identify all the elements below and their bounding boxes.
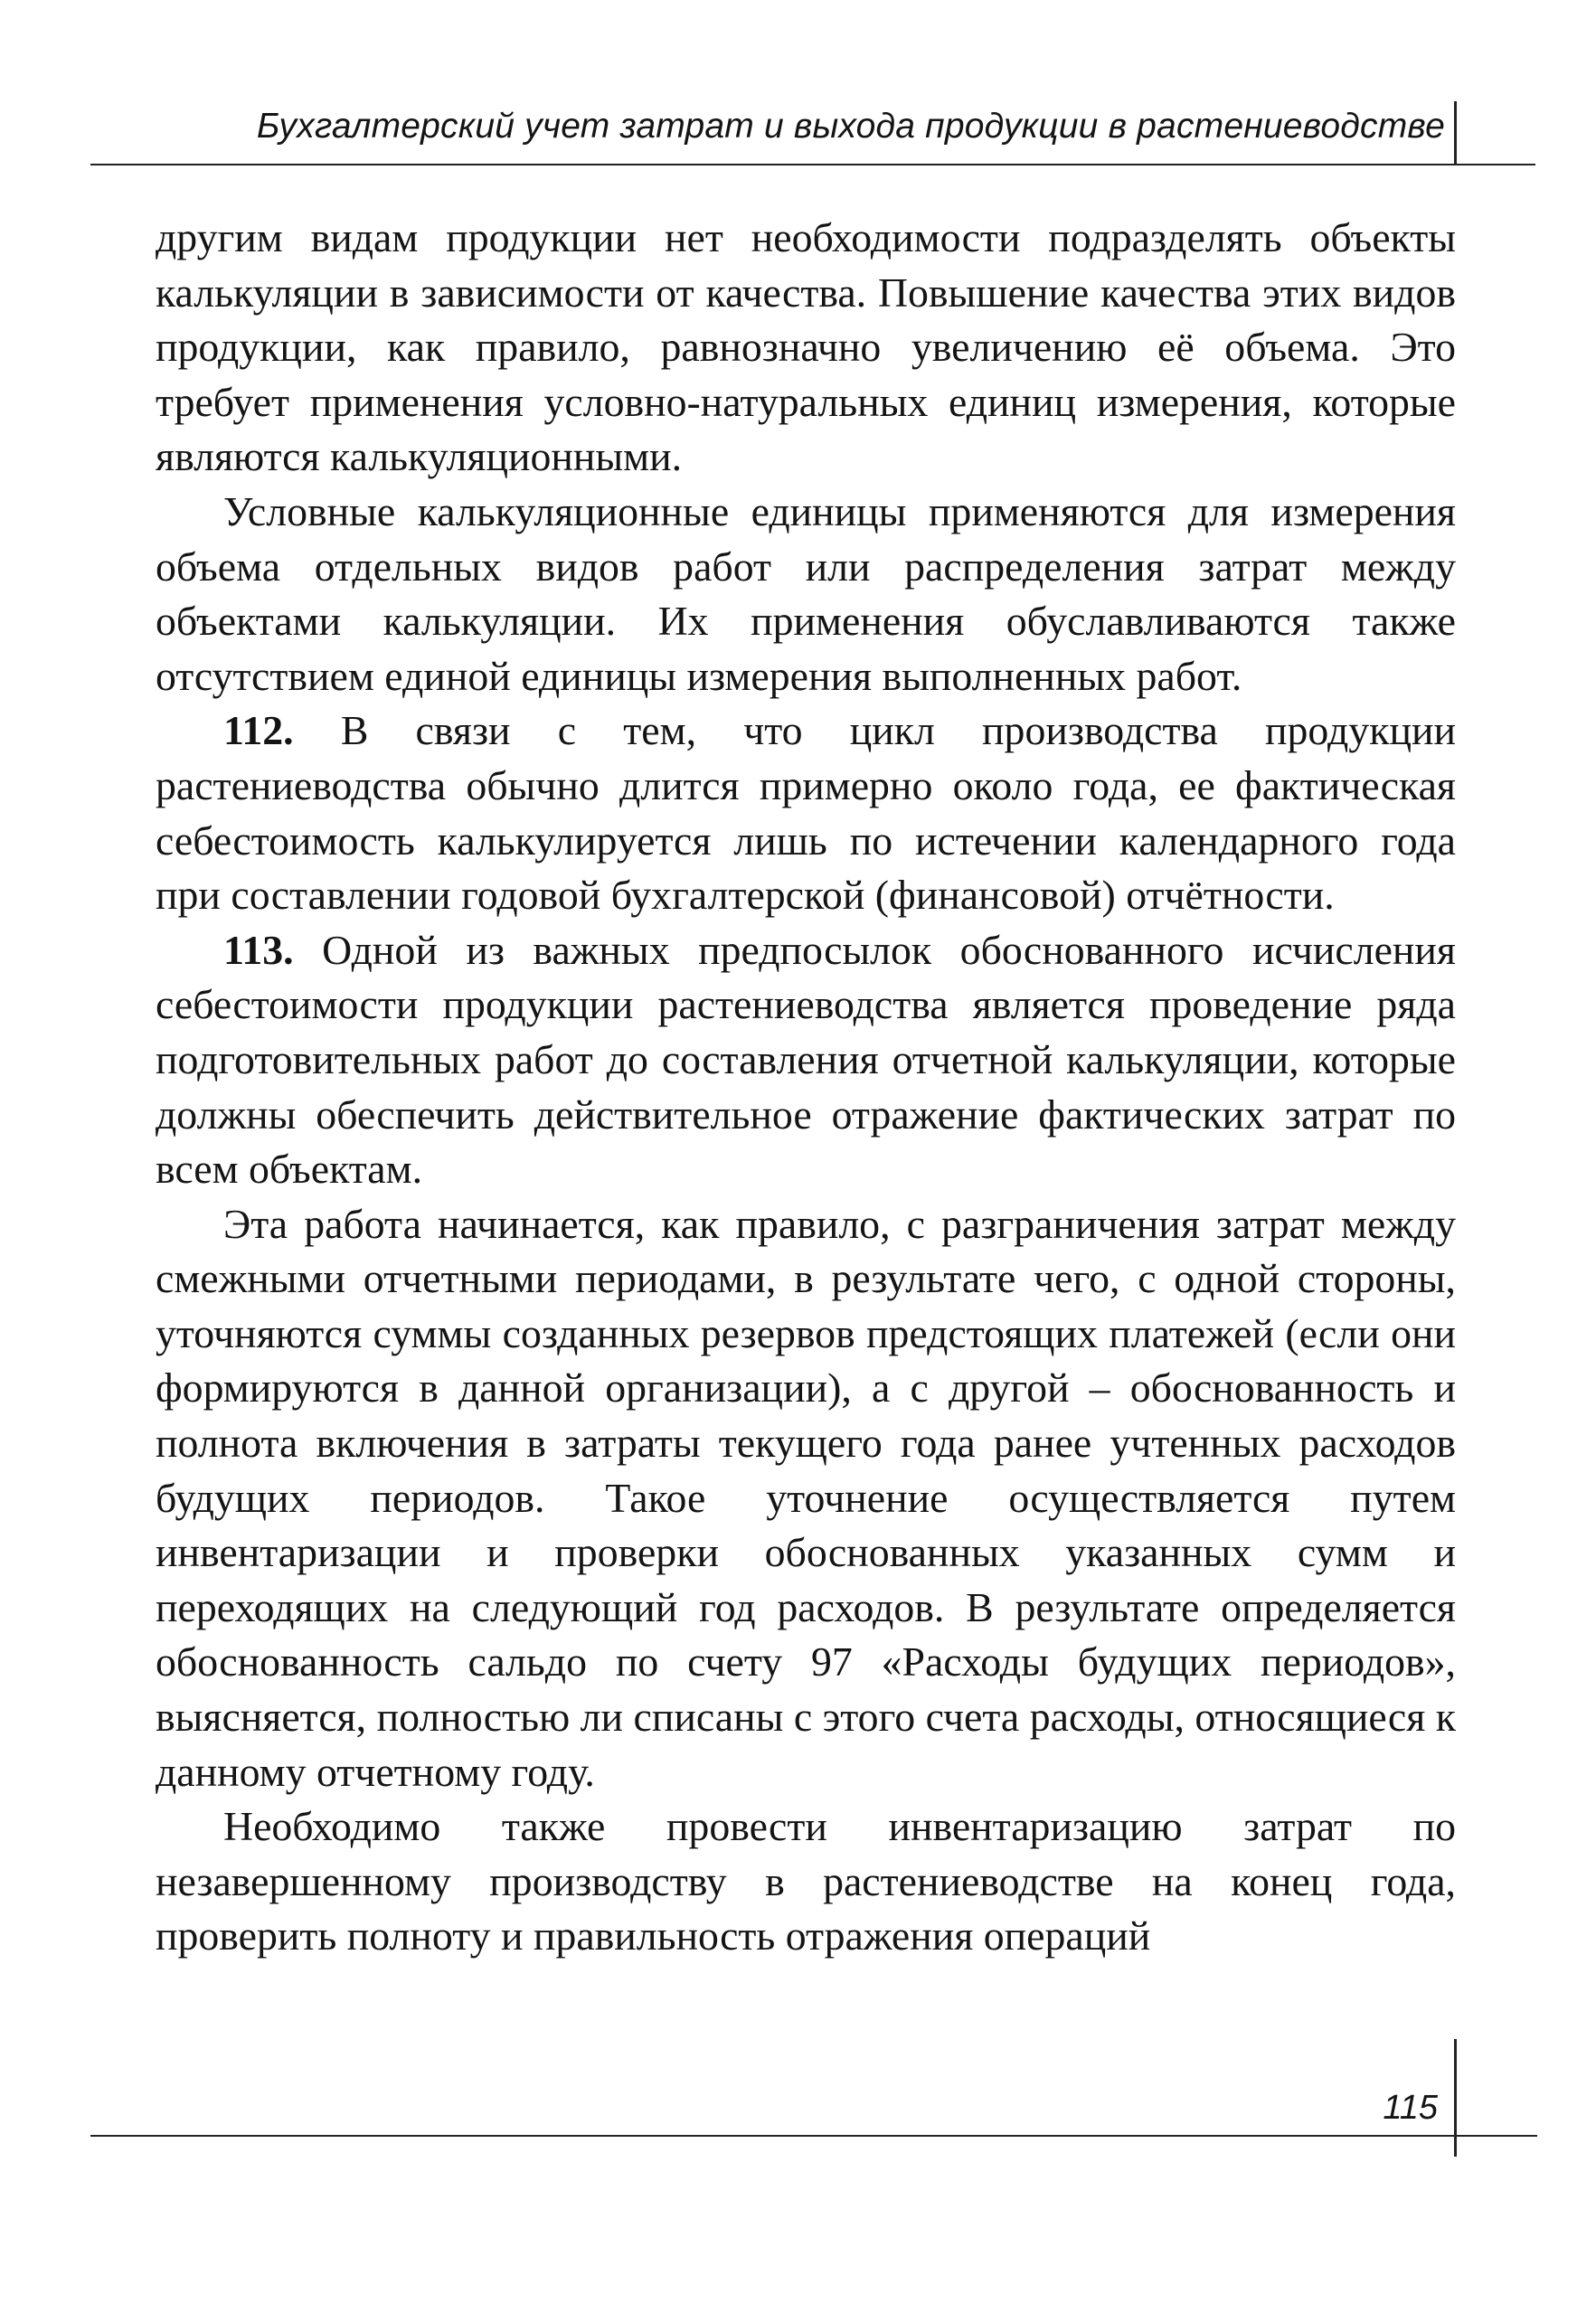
page-body [156, 211, 1456, 1964]
paragraph-112: 112. В связи с тем, что цикл производства продукции растениеводства обычно длится примерно около года, ее фактическая себестоимость калькулируется лишь по истечении календарного года при составлении годовой бухгалтерской (финансовой) отчётности. [156, 707, 1456, 919]
header-rule [90, 164, 1535, 165]
paragraph-1: другим видам продукции нет необходимости подразделять объекты калькуляции в зависимости от качества. Повышение качества этих видов продукции, как правило, равнозначно увеличению её объема. Это требует применения условно-натуральных единиц измерения, которые являются калькуляционными. [156, 214, 1456, 480]
paragraph-2: Условные калькуляционные единицы применяются для измерения объема отдельных видов работ или распределения затрат между объектами калькуляции. Их применения обуславливаются также отсутствием единой единицы измерения выполненных работ. [156, 487, 1456, 699]
paragraph-number: 113. [223, 926, 294, 973]
paragraph-5: Эта работа начинается, как правило, с разграничения затрат между смежными отчетными периодами, в результате чего, с одной стороны, уточняются суммы созданных резервов предстоящих платежей (если они формируются в данной организации), а с другой – обоснованность и полнота включения в затраты текущего года ранее учтенных расходов будущих периодов. Такое уточнение осуществляется путем инвентаризации и проверки обоснованных указанных сумм и переходящих на следующий год расходов. В результате определяется обоснованность сальдо по счету 97 «Расходы будущих периодов», выясняется, полностью ли списаны с этого счета расходы, относящиеся к данному отчетному году. [156, 1200, 1456, 1795]
running-head: Бухгалтерский учет затрат и выхода продукции в растениеводстве [256, 107, 1445, 146]
paragraph-113: 113. Одной из важных предпосылок обоснованного исчисления себестоимости продукции растениеводства является проведение ряда подготовительных работ до составления отчетной калькуляции, которые должны обеспечить действительное отражение фактических затрат по всем объектам. [156, 926, 1456, 1193]
paragraph-number: 112. [223, 707, 294, 754]
footer-rule [90, 2135, 1537, 2137]
paragraph-6: Необходимо также провести инвентаризацию затрат по незавершенному производству в растениеводстве на конец года, проверить полноту и правильность отражения операций [156, 1803, 1456, 1959]
footer-vertical-rule [1454, 2039, 1457, 2157]
header-vertical-rule [1454, 101, 1457, 165]
page-number: 115 [1383, 2089, 1438, 2127]
